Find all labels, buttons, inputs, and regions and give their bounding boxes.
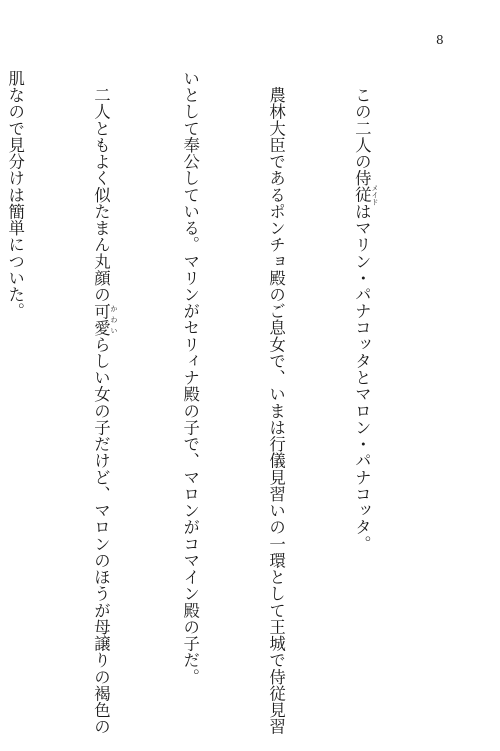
vertical-text-body: [0, 70, 436, 735]
text-line: この二人の侍従 メイドはマリン・パナコッタとマロン・パナコッタ。: [352, 70, 379, 552]
page-number: 8: [436, 33, 444, 47]
text-line: 肌なので見分けは簡単についた。: [5, 70, 25, 320]
text-line: 二人ともよく似たまん丸顔の可愛 かわいらしい女の子だけど、マロンのほうが母譲りの褐色の: [91, 70, 118, 735]
text-line: いとして奉公している。マリンがセリィナ殿の子で、マロンがコマイン殿の子だ。: [180, 70, 200, 685]
text-line: 農林大臣であるポンチョ殿のご息女で、いまは行儀見習いの一環として王城で侍従見習: [266, 70, 286, 735]
